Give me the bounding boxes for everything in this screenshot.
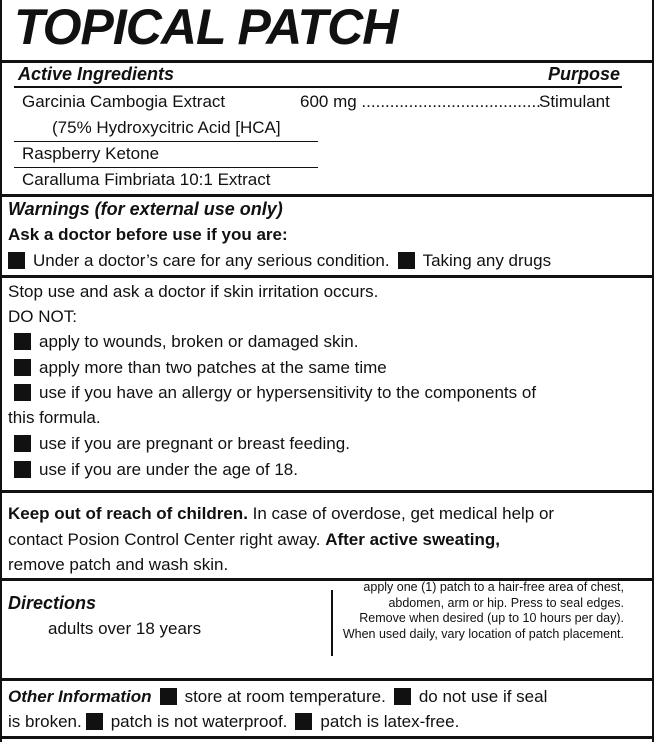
- checkbox-square-icon: [398, 252, 415, 269]
- do-not-heading: DO NOT:: [8, 307, 77, 326]
- divider: [2, 736, 652, 739]
- ingredient-garcinia: Garcinia Cambogia Extract: [22, 92, 226, 111]
- ingredient-garcinia-sub: (75% Hydroxycitric Acid [HCA]: [52, 118, 281, 137]
- divider: [2, 194, 652, 197]
- do-not-item-continued: this formula.: [8, 408, 101, 427]
- checkbox-square-icon: [14, 333, 31, 350]
- other-info-heading: Other Information: [8, 687, 152, 706]
- ingredient-caralluma: Caralluma Fimbriata 10:1 Extract: [22, 170, 271, 189]
- keep-out-line3: remove patch and wash skin.: [8, 555, 229, 574]
- do-not-item: use if you are pregnant or breast feeding.: [14, 433, 350, 455]
- keep-out-line1: Keep out of reach of children. In case of overdose, get medical help or: [8, 504, 555, 523]
- ask-doctor-items: [8, 250, 551, 272]
- ask-doctor-heading: Ask a doctor before use if you are:: [8, 225, 288, 244]
- checkbox-square-icon: [14, 435, 31, 452]
- other-info-line2: is broken. patch is not waterproof. patch is latex-free.: [8, 712, 460, 731]
- stop-use-line: Stop use and ask a doctor if skin irritation occurs.: [8, 282, 379, 301]
- active-ingredients-heading: Active Ingredients: [18, 64, 175, 84]
- do-not-item: apply more than two patches at the same time: [14, 357, 387, 379]
- warnings-heading: Warnings (for external use only): [8, 199, 283, 219]
- checkbox-square-icon: [14, 359, 31, 376]
- directions-who: adults over 18 years: [48, 619, 202, 638]
- other-info-line1: Other Information store at room temperature. do not use if seal: [8, 687, 548, 706]
- checkbox-square-icon: [8, 252, 25, 269]
- do-not-item: apply to wounds, broken or damaged skin.: [14, 331, 358, 353]
- ingredient-garcinia-purpose: Stimulant: [539, 92, 610, 111]
- checkbox-square-icon: [14, 461, 31, 478]
- purpose-heading: Purpose: [547, 64, 620, 84]
- do-not-item: use if you have an allergy or hypersensitivity to the components of: [14, 382, 536, 404]
- checkbox-square-icon: [295, 713, 312, 730]
- do-not-item: use if you are under the age of 18.: [14, 459, 298, 481]
- divider: [2, 490, 652, 493]
- divider: [2, 678, 652, 681]
- directions-how: apply one (1) patch to a hair-free area of chest, abdomen, arm or hip. Press to seal edges. Remove when desired (up to 10 hours per day). When used daily, vary location of patch placement.: [342, 580, 624, 641]
- ask-item-doctor-care: Under a doctor’s care for any serious condition.: [33, 251, 390, 270]
- directions-heading: Directions: [8, 593, 97, 613]
- ingredient-garcinia-amount: 600 mg ......................................: [300, 92, 541, 111]
- divider: [14, 86, 622, 88]
- divider: [14, 167, 318, 168]
- divider: [14, 141, 318, 142]
- divider: [331, 590, 333, 656]
- divider: [2, 275, 652, 278]
- checkbox-square-icon: [86, 713, 103, 730]
- ask-item-taking-drugs: Taking any drugs: [422, 251, 552, 270]
- product-title: TOPICAL PATCH: [14, 0, 398, 55]
- keep-out-line2: contact Posion Control Center right away. After active sweating,: [8, 530, 500, 549]
- checkbox-square-icon: [160, 688, 177, 705]
- ingredient-raspberry: Raspberry Ketone: [22, 144, 160, 163]
- checkbox-square-icon: [14, 384, 31, 401]
- checkbox-square-icon: [394, 688, 411, 705]
